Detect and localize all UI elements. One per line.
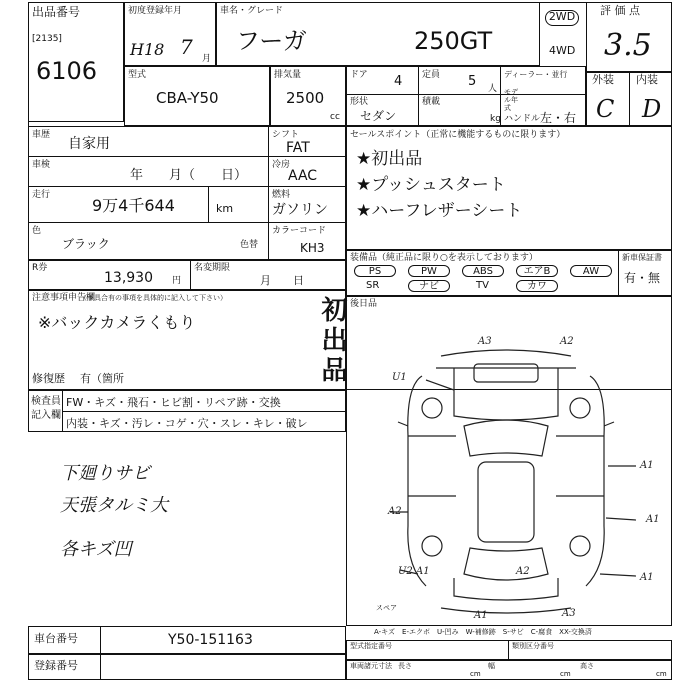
ext-int-divider xyxy=(629,72,630,126)
damage-mark-rear-bumper: A1 xyxy=(474,610,488,621)
damage-mark-right-rear-door: A1 xyxy=(646,514,660,525)
mileage-unit-divider xyxy=(208,186,209,222)
history-hline-3 xyxy=(28,222,346,223)
ac-label: 冷房 xyxy=(272,160,291,170)
chassis-value: Y50-151163 xyxy=(168,632,253,648)
inspection-label: 車検 xyxy=(32,160,51,170)
length-unit: cm xyxy=(470,670,481,678)
damage-mark-right-rear: A1 xyxy=(640,572,654,583)
repair-value: 有（箇所 xyxy=(80,372,124,385)
damage-mark-roof-rear: A2 xyxy=(516,566,530,577)
shift-label: シフト xyxy=(272,130,300,140)
width-label: 幅 xyxy=(488,662,495,670)
shift-value: FAT xyxy=(286,140,310,156)
damage-mark-left-rear: U2 A1 xyxy=(398,566,430,577)
height-unit: cm xyxy=(656,670,667,678)
equip-tv: TV xyxy=(476,280,489,291)
meihen-value: 月 日 xyxy=(260,274,304,287)
usage-value: 自家用 xyxy=(68,136,110,152)
width-unit: cm xyxy=(560,670,571,678)
seats-label: 定員 xyxy=(422,70,441,80)
seats-unit: 人 xyxy=(488,84,498,94)
damage-mark-front-right: A2 xyxy=(560,336,574,347)
equip-navi: ナビ xyxy=(408,280,450,292)
first-listing-stamp: 初出品 xyxy=(317,296,347,386)
selling-point-2: ★プッシュスタート xyxy=(356,175,506,195)
score-label: 評 価 点 xyxy=(600,4,640,17)
model-year-label: モデル年式 xyxy=(504,88,518,112)
spec-hline xyxy=(346,94,586,95)
memo-line-3: 各キズ凹 xyxy=(60,539,132,560)
load-label: 積載 xyxy=(422,97,441,107)
doors-label: ドア xyxy=(350,70,368,80)
damage-mark-left-side: A2 xyxy=(388,506,402,517)
lot-number: 6106 xyxy=(36,57,98,85)
selling-point-3: ★ハーフレザーシート xyxy=(356,201,523,221)
notes-sub-label: （不具合有の事項を具体的に記入して下さい） xyxy=(80,294,227,302)
history-hline-2 xyxy=(28,186,346,187)
recycle-divider xyxy=(190,260,191,290)
spec-divider-1 xyxy=(418,66,419,126)
ac-value: AAC xyxy=(288,168,318,184)
warranty-value: 有・無 xyxy=(624,271,661,285)
warranty-label: 新車保証書 xyxy=(622,253,662,262)
body-label: 形状 xyxy=(350,97,369,107)
notes-label: 注意事項申告欄 xyxy=(32,293,96,303)
inspector-label-1: 検査員 xyxy=(31,396,61,407)
displacement-value: 2500 xyxy=(286,89,325,107)
mileage-label: 走行 xyxy=(32,190,51,200)
notes-block xyxy=(28,290,346,390)
inspector-row-2: 内装・キズ・汚レ・コゲ・穴・スレ・キレ・破レ xyxy=(66,417,308,430)
fuel-label: 燃料 xyxy=(272,190,291,200)
car-grade: 250GT xyxy=(414,27,493,55)
reg-divider xyxy=(100,654,101,680)
car-name-label: 車名・グレード xyxy=(220,6,284,16)
equip-ps: PS xyxy=(354,265,396,277)
mileage-value: 9万4千644 xyxy=(92,196,175,215)
equip-airbag: エアB xyxy=(516,265,558,277)
color-change-label: 色替 xyxy=(240,240,259,250)
km-unit: km xyxy=(216,202,234,215)
damage-mark-rear-right: A3 xyxy=(562,608,576,619)
lot-code: [2135] xyxy=(32,34,62,44)
color-value: ブラック xyxy=(62,237,110,251)
damage-mark-front-dent: U1 xyxy=(392,372,407,383)
score-value: 3.5 xyxy=(604,28,652,63)
handle-value: 左・右 xyxy=(540,111,577,125)
car-name: フーガ xyxy=(236,27,307,55)
chassis-divider xyxy=(100,626,101,654)
repair-label: 修復歴 xyxy=(32,372,65,385)
type-label: 型式指定番号 xyxy=(350,642,392,650)
inspector-label-2: 記入欄 xyxy=(31,410,61,421)
inspector-hline xyxy=(62,411,346,412)
interior-grade: D xyxy=(642,95,662,123)
equipment-label: 装備品（純正品に限り○を表示しております） xyxy=(350,253,538,263)
seats-value: 5 xyxy=(468,74,477,89)
model-label: 型式 xyxy=(128,70,147,80)
displacement-label: 排気量 xyxy=(274,70,302,80)
class-label: 類別区分番号 xyxy=(512,642,554,650)
equipment-warranty-divider xyxy=(618,250,619,296)
equip-pw: PW xyxy=(408,265,450,277)
history-vline xyxy=(268,126,269,260)
chassis-label: 車台番号 xyxy=(34,632,78,645)
first-registration-label: 初度登録年月 xyxy=(128,6,183,16)
selling-point-1: ★初出品 xyxy=(356,149,423,169)
height-label: 高さ xyxy=(580,662,594,670)
model-value: CBA-Y50 xyxy=(156,89,219,107)
dims-label: 車両諸元寸法 xyxy=(350,662,392,670)
memo-line-1: 下廻りサビ xyxy=(60,463,150,484)
kg-unit: kg xyxy=(490,114,501,124)
interior-label: 内装 xyxy=(636,73,658,86)
damage-mark-front-left: A3 xyxy=(478,336,492,347)
doors-value: 4 xyxy=(394,74,403,89)
equip-abs: ABS xyxy=(462,265,504,277)
equip-sr: SR xyxy=(366,280,380,291)
diagram-legend: A-キズ E-エクボ U-凹み W-補修跡 S-サビ C-腐食 XX-交換済 xyxy=(374,628,592,636)
yen-unit: 円 xyxy=(172,276,182,286)
lot-number-label: 出品番号 xyxy=(32,5,81,19)
recycle-value: 13,930 xyxy=(104,270,153,286)
type-spec-row xyxy=(346,640,672,660)
recycle-label: R券 xyxy=(32,263,48,273)
inspection-value: 年 月（ 日） xyxy=(130,168,248,183)
fuel-value: ガソリン xyxy=(272,202,328,218)
history-hline-1 xyxy=(28,156,346,157)
color-code-label: カラーコード xyxy=(272,226,327,236)
handle-label: ハンドル xyxy=(504,114,541,124)
dealer-label: ディーラー・並行 xyxy=(504,70,568,79)
first-registration-year: H18 xyxy=(130,40,165,59)
notes-text: ※バックカメラくもり xyxy=(38,313,196,332)
month-unit: 月 xyxy=(202,54,212,64)
body-value: セダン xyxy=(360,109,397,123)
inspector-row-1: FW・キズ・飛石・ヒビ割・リペア跡・交換 xyxy=(66,396,281,409)
rear-label: 後日品 xyxy=(350,299,378,309)
equip-aw: AW xyxy=(570,265,612,277)
exterior-grade: C xyxy=(596,95,615,123)
exterior-label: 外装 xyxy=(592,73,614,86)
first-registration-month: 7 xyxy=(180,35,193,59)
car-diagram xyxy=(346,296,672,626)
memo-line-2: 天張タルミ大 xyxy=(60,495,168,516)
type-spec-divider xyxy=(508,640,509,660)
color-label: 色 xyxy=(32,226,42,236)
meihen-label: 名変期限 xyxy=(194,263,231,273)
cc-unit: cc xyxy=(330,112,340,122)
drive-2wd: 2WD xyxy=(545,10,579,26)
spare-label: スペア xyxy=(376,604,397,612)
damage-mark-right-front-door: A1 xyxy=(640,460,654,471)
usage-label: 車歴 xyxy=(32,130,51,140)
selling-points-label: セールスポイント（正常に機能するものに限ります） xyxy=(350,130,566,140)
equip-leather: カワ xyxy=(516,280,558,292)
dims-row xyxy=(346,660,672,680)
length-label: 長さ xyxy=(398,662,412,670)
color-code-value: KH3 xyxy=(300,241,325,255)
drive-4wd: 4WD xyxy=(549,44,576,57)
inspector-vline xyxy=(62,390,63,432)
reg-label: 登録番号 xyxy=(34,659,78,672)
